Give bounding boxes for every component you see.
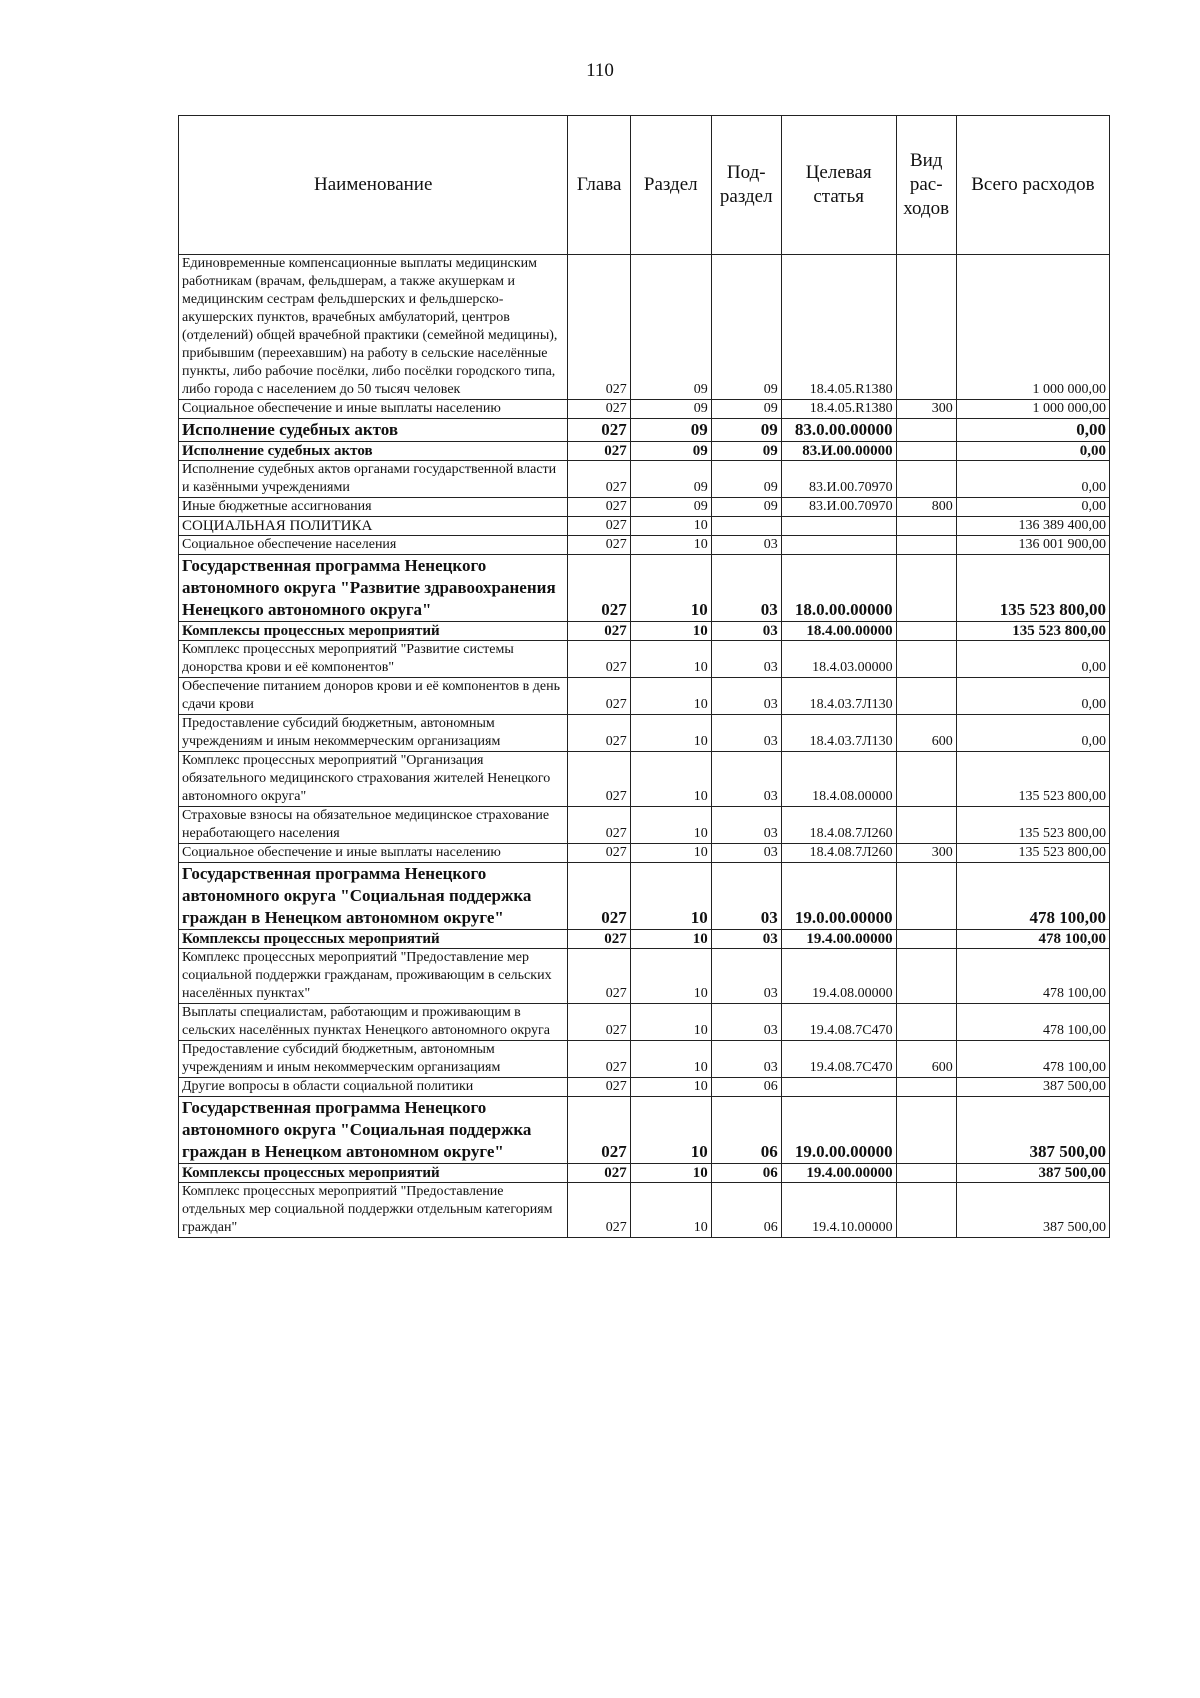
row-statya: 18.4.03.7Л130: [781, 678, 896, 715]
row-vid: [896, 1004, 956, 1041]
row-razdel: 10: [630, 807, 711, 844]
row-total: 1 000 000,00: [956, 400, 1109, 419]
row-razdel: 09: [630, 419, 711, 442]
row-razdel: 10: [630, 555, 711, 622]
row-glava: 027: [568, 678, 630, 715]
row-razdel: 10: [630, 863, 711, 930]
row-name: Социальное обеспечение и иные выплаты населению: [179, 844, 568, 863]
row-name: Комплекс процессных мероприятий "Предоставление мер социальной поддержки гражданам, проживающим в сельских населённых пунктах": [179, 949, 568, 1004]
table-row: [179, 1097, 1110, 1164]
row-statya: 18.4.08.7Л260: [781, 807, 896, 844]
row-name: Социальное обеспечение и иные выплаты населению: [179, 400, 568, 419]
table-row: [179, 555, 1110, 622]
row-statya: 19.4.08.00000: [781, 949, 896, 1004]
row-glava: 027: [568, 517, 630, 536]
table-row: [179, 752, 1110, 807]
row-vid: [896, 930, 956, 949]
row-statya: 83.И.00.70970: [781, 461, 896, 498]
row-razdel: 09: [630, 498, 711, 517]
row-statya: 19.4.00.00000: [781, 1164, 896, 1183]
row-glava: 027: [568, 1041, 630, 1078]
page-number: 110: [586, 60, 614, 81]
row-total: 0,00: [956, 641, 1109, 678]
table-row: [179, 255, 1110, 400]
row-statya: 19.4.08.7С470: [781, 1004, 896, 1041]
row-razdel: 10: [630, 752, 711, 807]
row-vid: [896, 678, 956, 715]
row-vid: [896, 517, 956, 536]
row-vid: 600: [896, 1041, 956, 1078]
row-name: Страховые взносы на обязательное медицинское страхование неработающего населения: [179, 807, 568, 844]
row-razdel: 10: [630, 622, 711, 641]
row-razdel: 10: [630, 517, 711, 536]
row-vid: [896, 536, 956, 555]
row-name: Государственная программа Ненецкого автономного округа "Социальная поддержка граждан в Ненецком автономном округе": [179, 863, 568, 930]
row-razdel: 10: [630, 1164, 711, 1183]
row-statya: [781, 536, 896, 555]
row-statya: 18.4.03.7Л130: [781, 715, 896, 752]
row-total: 478 100,00: [956, 930, 1109, 949]
row-statya: 18.4.08.7Л260: [781, 844, 896, 863]
row-name: Государственная программа Ненецкого автономного округа "Развитие здравоохранения Ненецкого автономного округа": [179, 555, 568, 622]
row-statya: 18.4.03.00000: [781, 641, 896, 678]
row-name: Предоставление субсидий бюджетным, автономным учреждениям и иным некоммерческим организациям: [179, 1041, 568, 1078]
row-total: 0,00: [956, 419, 1109, 442]
row-podrazdel: 09: [711, 255, 781, 400]
row-name: Обеспечение питанием доноров крови и её компонентов в день сдачи крови: [179, 678, 568, 715]
row-glava: 027: [568, 622, 630, 641]
row-vid: [896, 641, 956, 678]
table-row: [179, 641, 1110, 678]
table-row: [179, 949, 1110, 1004]
row-glava: 027: [568, 442, 630, 461]
row-podrazdel: 09: [711, 461, 781, 498]
row-total: 135 523 800,00: [956, 807, 1109, 844]
row-podrazdel: 06: [711, 1183, 781, 1238]
row-total: 1 000 000,00: [956, 255, 1109, 400]
row-vid: 800: [896, 498, 956, 517]
row-name: Иные бюджетные ассигнования: [179, 498, 568, 517]
row-vid: [896, 555, 956, 622]
row-vid: [896, 1078, 956, 1097]
row-name: Выплаты специалистам, работающим и проживающим в сельских населённых пунктах Ненецкого автономного округа: [179, 1004, 568, 1041]
row-statya: 18.4.00.00000: [781, 622, 896, 641]
row-vid: [896, 255, 956, 400]
row-podrazdel: 03: [711, 1004, 781, 1041]
row-statya: 83.0.00.00000: [781, 419, 896, 442]
row-glava: 027: [568, 1078, 630, 1097]
row-glava: 027: [568, 1004, 630, 1041]
row-glava: 027: [568, 1183, 630, 1238]
row-name: Предоставление субсидий бюджетным, автономным учреждениям и иным некоммерческим организациям: [179, 715, 568, 752]
row-glava: 027: [568, 863, 630, 930]
row-total: 0,00: [956, 461, 1109, 498]
row-total: 0,00: [956, 715, 1109, 752]
row-podrazdel: 03: [711, 930, 781, 949]
row-total: 135 523 800,00: [956, 555, 1109, 622]
row-total: 0,00: [956, 442, 1109, 461]
row-podrazdel: 09: [711, 498, 781, 517]
row-podrazdel: 03: [711, 715, 781, 752]
row-total: 135 523 800,00: [956, 844, 1109, 863]
row-podrazdel: 06: [711, 1164, 781, 1183]
row-razdel: 10: [630, 678, 711, 715]
row-razdel: 10: [630, 949, 711, 1004]
row-razdel: 10: [630, 1097, 711, 1164]
row-vid: [896, 1183, 956, 1238]
row-total: 0,00: [956, 678, 1109, 715]
row-name: Исполнение судебных актов: [179, 442, 568, 461]
row-name: Комплекс процессных мероприятий "Предоставление отдельных мер социальной поддержки отдельным категориям граждан": [179, 1183, 568, 1238]
row-name: Исполнение судебных актов: [179, 419, 568, 442]
row-total: 387 500,00: [956, 1183, 1109, 1238]
row-glava: 027: [568, 949, 630, 1004]
row-glava: 027: [568, 1164, 630, 1183]
row-name: Комплексы процессных мероприятий: [179, 1164, 568, 1183]
row-razdel: 10: [630, 1041, 711, 1078]
row-name: Комплекс процессных мероприятий "Организация обязательного медицинского страхования жителей Ненецкого автономного округа": [179, 752, 568, 807]
header-statya: Целевая статья: [781, 116, 896, 255]
row-total: 387 500,00: [956, 1097, 1109, 1164]
row-vid: [896, 863, 956, 930]
row-glava: 027: [568, 752, 630, 807]
row-total: 136 001 900,00: [956, 536, 1109, 555]
row-statya: 18.4.05.R1380: [781, 400, 896, 419]
row-razdel: 10: [630, 536, 711, 555]
row-total: 478 100,00: [956, 1041, 1109, 1078]
row-name: Социальное обеспечение населения: [179, 536, 568, 555]
row-glava: 027: [568, 930, 630, 949]
row-podrazdel: 09: [711, 419, 781, 442]
row-statya: 83.И.00.00000: [781, 442, 896, 461]
row-podrazdel: 09: [711, 442, 781, 461]
table-row: [179, 461, 1110, 498]
row-name: Комплексы процессных мероприятий: [179, 622, 568, 641]
row-razdel: 10: [630, 930, 711, 949]
header-total: Всего расходов: [956, 116, 1109, 255]
row-name: Комплексы процессных мероприятий: [179, 930, 568, 949]
row-razdel: 09: [630, 442, 711, 461]
row-statya: 19.4.10.00000: [781, 1183, 896, 1238]
row-podrazdel: 03: [711, 949, 781, 1004]
row-podrazdel: 03: [711, 641, 781, 678]
row-razdel: 10: [630, 1078, 711, 1097]
row-vid: 300: [896, 844, 956, 863]
row-statya: 19.4.00.00000: [781, 930, 896, 949]
row-total: 478 100,00: [956, 1004, 1109, 1041]
table-row: [179, 930, 1110, 949]
row-razdel: 09: [630, 461, 711, 498]
table-header-row: [179, 116, 1110, 255]
row-vid: 300: [896, 400, 956, 419]
row-podrazdel: 03: [711, 555, 781, 622]
row-name: Комплекс процессных мероприятий "Развитие системы донорства крови и её компонентов": [179, 641, 568, 678]
row-glava: 027: [568, 461, 630, 498]
row-glava: 027: [568, 715, 630, 752]
row-glava: 027: [568, 807, 630, 844]
table-row: [179, 715, 1110, 752]
row-razdel: 09: [630, 400, 711, 419]
row-podrazdel: 03: [711, 863, 781, 930]
row-statya: 19.4.08.7С470: [781, 1041, 896, 1078]
row-podrazdel: 03: [711, 1041, 781, 1078]
row-statya: 19.0.00.00000: [781, 1097, 896, 1164]
row-podrazdel: 03: [711, 622, 781, 641]
row-statya: 18.4.05.R1380: [781, 255, 896, 400]
table-row: [179, 1041, 1110, 1078]
budget-table: [178, 115, 1110, 1238]
row-razdel: 10: [630, 715, 711, 752]
table-row: [179, 622, 1110, 641]
row-razdel: 10: [630, 1183, 711, 1238]
header-name: Наименование: [179, 116, 568, 255]
row-glava: 027: [568, 555, 630, 622]
row-podrazdel: 03: [711, 807, 781, 844]
row-razdel: 10: [630, 1004, 711, 1041]
row-statya: 18.0.00.00000: [781, 555, 896, 622]
row-vid: [896, 807, 956, 844]
row-glava: 027: [568, 1097, 630, 1164]
row-glava: 027: [568, 641, 630, 678]
row-vid: [896, 1164, 956, 1183]
row-podrazdel: 03: [711, 678, 781, 715]
row-glava: 027: [568, 498, 630, 517]
row-podrazdel: [711, 517, 781, 536]
row-glava: 027: [568, 536, 630, 555]
row-razdel: 10: [630, 641, 711, 678]
row-razdel: 10: [630, 844, 711, 863]
row-total: 387 500,00: [956, 1078, 1109, 1097]
row-vid: [896, 442, 956, 461]
table-row: [179, 678, 1110, 715]
row-total: 0,00: [956, 498, 1109, 517]
row-name: СОЦИАЛЬНАЯ ПОЛИТИКА: [179, 517, 568, 536]
row-total: 135 523 800,00: [956, 752, 1109, 807]
table-row: [179, 1183, 1110, 1238]
row-vid: [896, 949, 956, 1004]
row-total: 135 523 800,00: [956, 622, 1109, 641]
table-row: [179, 442, 1110, 461]
row-statya: [781, 1078, 896, 1097]
row-podrazdel: 03: [711, 844, 781, 863]
table-row: [179, 536, 1110, 555]
table-row: [179, 1078, 1110, 1097]
row-glava: 027: [568, 844, 630, 863]
row-statya: [781, 517, 896, 536]
table-row: [179, 807, 1110, 844]
row-vid: [896, 419, 956, 442]
table-row: [179, 498, 1110, 517]
table-row: [179, 400, 1110, 419]
row-statya: 18.4.08.00000: [781, 752, 896, 807]
row-total: 136 389 400,00: [956, 517, 1109, 536]
table-row: [179, 863, 1110, 930]
row-podrazdel: 06: [711, 1078, 781, 1097]
table-row: [179, 1004, 1110, 1041]
row-total: 387 500,00: [956, 1164, 1109, 1183]
table-row: [179, 1164, 1110, 1183]
row-vid: [896, 461, 956, 498]
row-podrazdel: 03: [711, 752, 781, 807]
row-razdel: 09: [630, 255, 711, 400]
row-name: Исполнение судебных актов органами государственной власти и казёнными учреждениями: [179, 461, 568, 498]
row-name: Государственная программа Ненецкого автономного округа "Социальная поддержка граждан в Ненецком автономном округе": [179, 1097, 568, 1164]
row-glava: 027: [568, 419, 630, 442]
row-statya: 83.И.00.70970: [781, 498, 896, 517]
table-row: [179, 517, 1110, 536]
header-podrazdel: Под- раздел: [711, 116, 781, 255]
row-glava: 027: [568, 255, 630, 400]
table-row: [179, 419, 1110, 442]
row-total: 478 100,00: [956, 949, 1109, 1004]
row-name: Другие вопросы в области социальной политики: [179, 1078, 568, 1097]
header-glava: Глава: [568, 116, 630, 255]
row-vid: [896, 1097, 956, 1164]
header-razdel: Раздел: [630, 116, 711, 255]
row-glava: 027: [568, 400, 630, 419]
row-vid: [896, 622, 956, 641]
row-vid: 600: [896, 715, 956, 752]
header-vid: Вид рас- ходов: [896, 116, 956, 255]
row-statya: 19.0.00.00000: [781, 863, 896, 930]
row-podrazdel: 06: [711, 1097, 781, 1164]
table-row: [179, 844, 1110, 863]
row-podrazdel: 03: [711, 536, 781, 555]
row-podrazdel: 09: [711, 400, 781, 419]
row-vid: [896, 752, 956, 807]
row-name: Единовременные компенсационные выплаты медицинским работникам (врачам, фельдшерам, а также акушеркам и медицинским сестрам фельдшерских и фельдшерско-акушерских пунктов, врачебных амбулаторий, центров (отделений) общей врачебной практики (семейной медицины), прибывшим (переехавшим) на работу в сельские населённые пункты, либо рабочие посёлки, либо посёлки городского типа, либо города с населением до 50 тысяч человек: [179, 255, 568, 400]
row-total: 478 100,00: [956, 863, 1109, 930]
